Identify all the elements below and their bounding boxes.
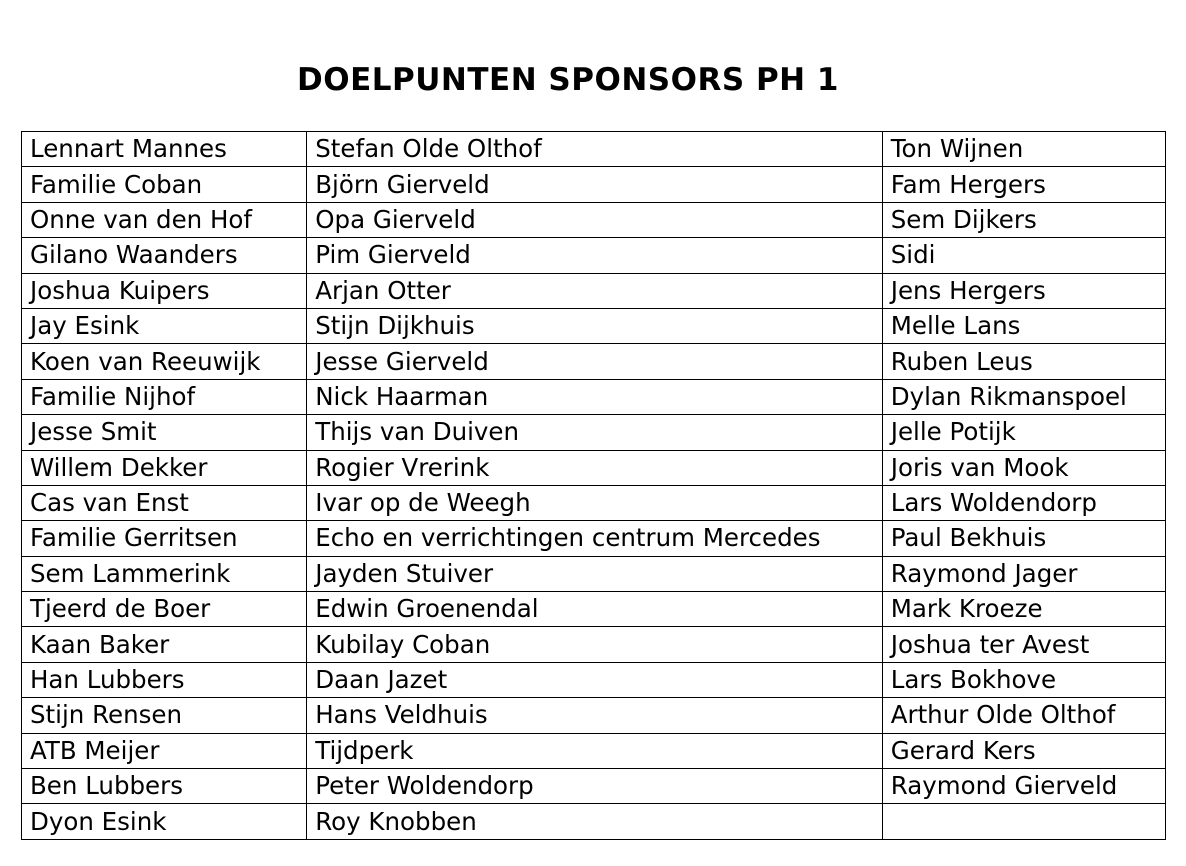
sponsor-name-cell: Lars Woldendorp bbox=[882, 485, 1165, 520]
sponsor-name-cell: Raymond Jager bbox=[882, 556, 1165, 591]
sponsor-name-cell: Joshua Kuipers bbox=[22, 273, 307, 308]
table-row bbox=[22, 556, 1166, 591]
table-row bbox=[22, 308, 1166, 343]
table-row bbox=[22, 238, 1166, 273]
sponsor-name-cell: Paul Bekhuis bbox=[882, 521, 1165, 556]
sponsor-name-cell: Björn Gierveld bbox=[307, 167, 883, 202]
sponsor-table bbox=[21, 131, 1166, 840]
sponsor-name-cell: Jay Esink bbox=[22, 308, 307, 343]
sponsor-name-cell: Ben Lubbers bbox=[22, 769, 307, 804]
sponsor-name-cell: Koen van Reeuwijk bbox=[22, 344, 307, 379]
sponsor-name-cell: Cas van Enst bbox=[22, 485, 307, 520]
table-row bbox=[22, 273, 1166, 308]
table-row bbox=[22, 804, 1166, 839]
table-row bbox=[22, 132, 1166, 167]
sponsor-name-cell: Dyon Esink bbox=[22, 804, 307, 839]
table-row bbox=[22, 379, 1166, 414]
sponsor-name-cell: Kubilay Coban bbox=[307, 627, 883, 662]
sponsor-name-cell: Pim Gierveld bbox=[307, 238, 883, 273]
sponsor-name-cell: Peter Woldendorp bbox=[307, 769, 883, 804]
sponsor-name-cell: Jayden Stuiver bbox=[307, 556, 883, 591]
sponsor-name-cell: Kaan Baker bbox=[22, 627, 307, 662]
sponsor-name-cell: Jens Hergers bbox=[882, 273, 1165, 308]
table-row bbox=[22, 344, 1166, 379]
sponsor-name-cell: Gerard Kers bbox=[882, 733, 1165, 768]
sponsor-name-cell: Ton Wijnen bbox=[882, 132, 1165, 167]
table-row bbox=[22, 627, 1166, 662]
sponsor-name-cell: Lennart Mannes bbox=[22, 132, 307, 167]
sponsor-name-cell: Arthur Olde Olthof bbox=[882, 698, 1165, 733]
sponsor-name-cell bbox=[882, 804, 1165, 839]
sponsor-name-cell: Willem Dekker bbox=[22, 450, 307, 485]
sponsor-name-cell: Dylan Rikmanspoel bbox=[882, 379, 1165, 414]
sponsor-table-body bbox=[22, 132, 1166, 840]
sponsor-name-cell: Tjeerd de Boer bbox=[22, 592, 307, 627]
sponsor-name-cell: Arjan Otter bbox=[307, 273, 883, 308]
sponsor-name-cell: Daan Jazet bbox=[307, 662, 883, 697]
sponsor-name-cell: Roy Knobben bbox=[307, 804, 883, 839]
sponsor-name-cell: Echo en verrichtingen centrum Mercedes bbox=[307, 521, 883, 556]
sponsor-name-cell: Mark Kroeze bbox=[882, 592, 1165, 627]
sponsor-name-cell: Jelle Potijk bbox=[882, 415, 1165, 450]
table-row bbox=[22, 769, 1166, 804]
sponsor-name-cell: Familie Gerritsen bbox=[22, 521, 307, 556]
sponsor-name-cell: ATB Meijer bbox=[22, 733, 307, 768]
sponsor-name-cell: Onne van den Hof bbox=[22, 202, 307, 237]
table-row bbox=[22, 733, 1166, 768]
table-row bbox=[22, 450, 1166, 485]
sponsor-name-cell: Ruben Leus bbox=[882, 344, 1165, 379]
sponsor-name-cell: Ivar op de Weegh bbox=[307, 485, 883, 520]
sponsor-name-cell: Sem Dijkers bbox=[882, 202, 1165, 237]
sponsor-name-cell: Fam Hergers bbox=[882, 167, 1165, 202]
sponsor-name-cell: Jesse Gierveld bbox=[307, 344, 883, 379]
table-row bbox=[22, 485, 1166, 520]
sponsor-name-cell: Hans Veldhuis bbox=[307, 698, 883, 733]
sponsor-name-cell: Thijs van Duiven bbox=[307, 415, 883, 450]
table-row bbox=[22, 521, 1166, 556]
sponsor-name-cell: Familie Coban bbox=[22, 167, 307, 202]
sponsor-name-cell: Familie Nijhof bbox=[22, 379, 307, 414]
sponsor-name-cell: Stefan Olde Olthof bbox=[307, 132, 883, 167]
table-row bbox=[22, 415, 1166, 450]
table-row bbox=[22, 167, 1166, 202]
table-row bbox=[22, 592, 1166, 627]
sponsor-name-cell: Gilano Waanders bbox=[22, 238, 307, 273]
sponsor-name-cell: Nick Haarman bbox=[307, 379, 883, 414]
table-row bbox=[22, 202, 1166, 237]
sponsor-name-cell: Lars Bokhove bbox=[882, 662, 1165, 697]
sponsor-name-cell: Jesse Smit bbox=[22, 415, 307, 450]
sponsor-name-cell: Stijn Rensen bbox=[22, 698, 307, 733]
sponsor-name-cell: Edwin Groenendal bbox=[307, 592, 883, 627]
sponsor-name-cell: Melle Lans bbox=[882, 308, 1165, 343]
table-row bbox=[22, 662, 1166, 697]
sponsor-name-cell: Sem Lammerink bbox=[22, 556, 307, 591]
sponsor-name-cell: Joris van Mook bbox=[882, 450, 1165, 485]
table-row bbox=[22, 698, 1166, 733]
sponsor-name-cell: Stijn Dijkhuis bbox=[307, 308, 883, 343]
sponsor-name-cell: Joshua ter Avest bbox=[882, 627, 1165, 662]
page-title: DOELPUNTEN SPONSORS PH 1 bbox=[297, 62, 839, 98]
sponsor-name-cell: Raymond Gierveld bbox=[882, 769, 1165, 804]
sponsor-name-cell: Tijdperk bbox=[307, 733, 883, 768]
sponsor-name-cell: Sidi bbox=[882, 238, 1165, 273]
sponsor-name-cell: Han Lubbers bbox=[22, 662, 307, 697]
sponsor-name-cell: Rogier Vrerink bbox=[307, 450, 883, 485]
sponsor-name-cell: Opa Gierveld bbox=[307, 202, 883, 237]
